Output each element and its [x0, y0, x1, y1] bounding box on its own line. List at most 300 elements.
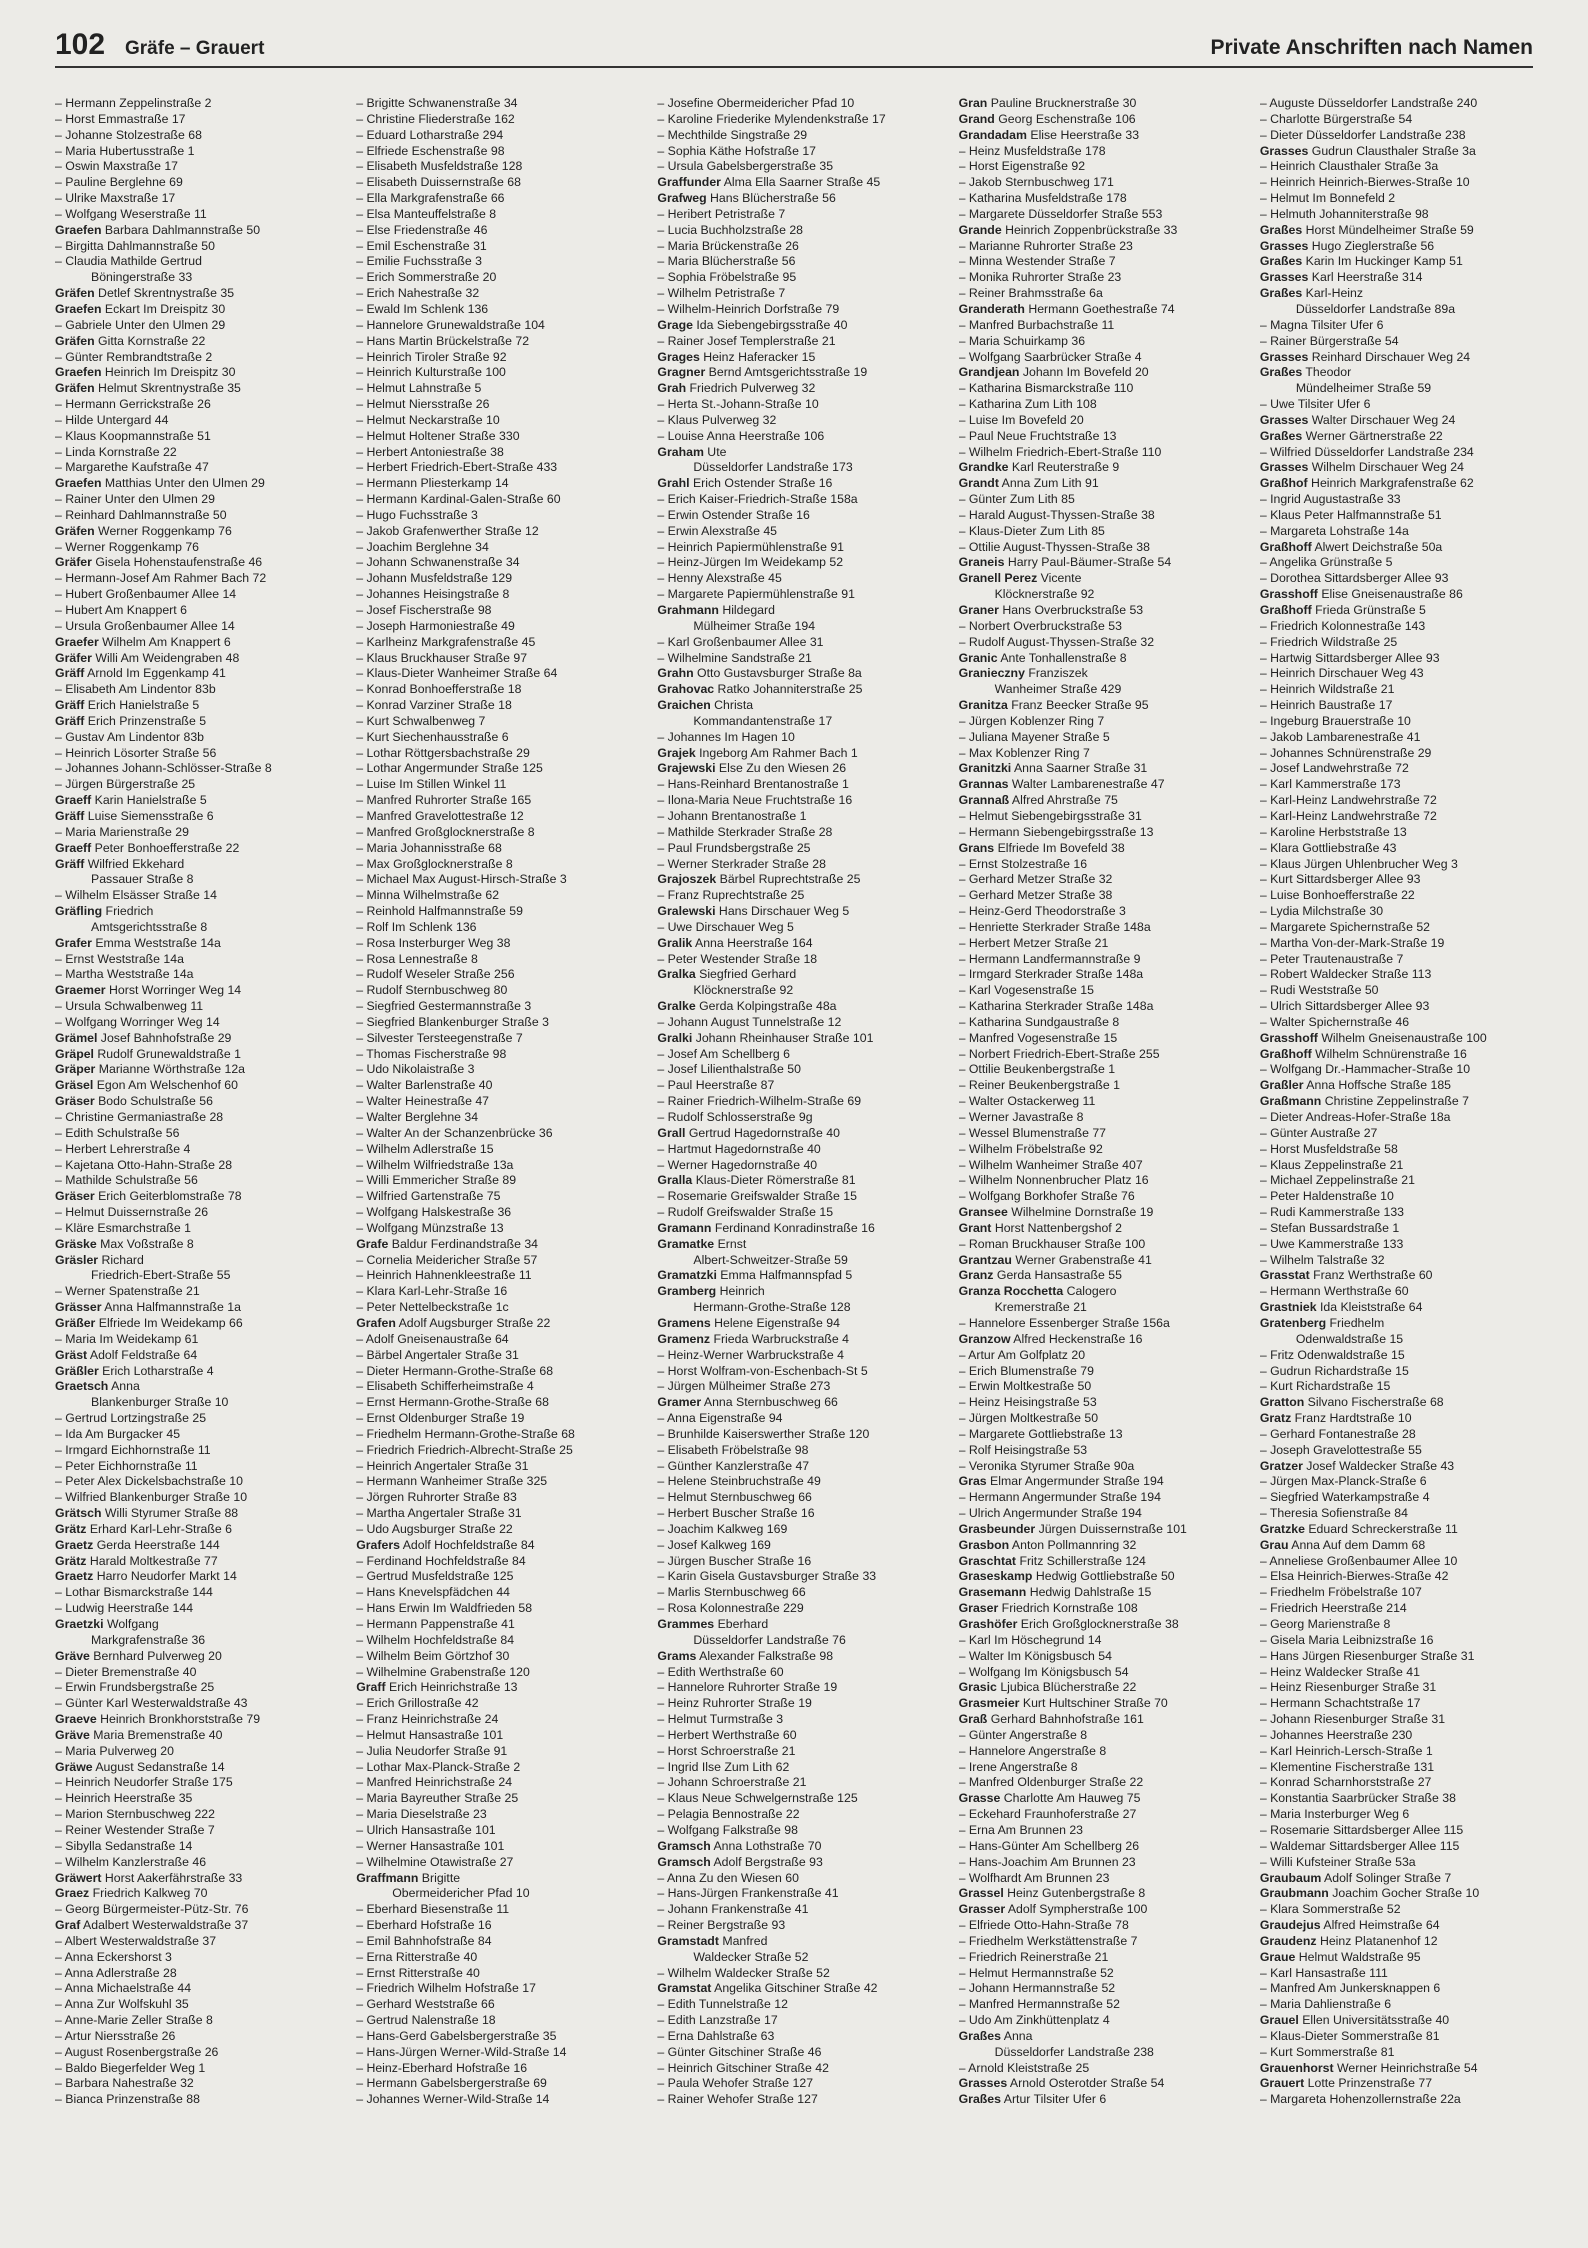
entry-text: – Brigitte Schwanenstraße 34: [356, 96, 518, 110]
directory-entry: [356, 999, 641, 1015]
entry-text: Arnold Im Eggenkamp 41: [84, 666, 226, 681]
entry-text: – Helene Steinbruchstraße 49: [657, 1474, 821, 1489]
entry-text: – Reiner Brahmsstraße 6a: [958, 286, 1103, 301]
directory-entry: [1260, 1807, 1545, 1823]
directory-entry: [356, 666, 641, 682]
entry-text: – Günter Angerstraße 8: [958, 1727, 1088, 1742]
directory-entry: [959, 1078, 1244, 1094]
entry-text: – Heinz Riesenburger Straße 31: [1259, 1680, 1437, 1695]
directory-entry: [959, 841, 1244, 857]
entry-text: – Lothar Röttgersbachstraße 29: [356, 745, 530, 760]
directory-entry: [356, 1316, 641, 1332]
directory-entry: [959, 730, 1244, 746]
directory-entry: [1260, 1205, 1545, 1221]
entry-text: – Irmgard Sterkrader Straße 148a: [958, 967, 1144, 982]
surname: Grasbeunder: [958, 1521, 1036, 1536]
entry-text: Emma Weststraße 14a: [91, 935, 221, 950]
directory-entry: [657, 983, 942, 999]
page-header: [55, 26, 1533, 68]
directory-entry: [356, 1696, 641, 1712]
entry-text: – Anna Eigenstraße 94: [657, 1411, 783, 1426]
entry-text: – Wolfhardt Am Brunnen 23: [958, 1870, 1110, 1885]
entry-text: Alexander Falkstraße 98: [696, 1648, 834, 1663]
entry-text: Walter Lambarenestraße 47: [1008, 777, 1165, 792]
directory-entry: [1260, 1601, 1545, 1617]
entry-text: – Johanne Stolzestraße 68: [55, 127, 202, 142]
surname: Gräser: [55, 1094, 95, 1109]
entry-text: Vicente: [1037, 571, 1082, 586]
entry-text: – Peter Alex Dickelsbachstraße 10: [55, 1474, 243, 1489]
directory-entry: [356, 175, 641, 191]
surname: Gratz: [1259, 1411, 1292, 1426]
directory-entry: [959, 1760, 1244, 1776]
directory-entry: [1260, 144, 1545, 160]
entry-text: – Klaus-Dieter Wanheimer Straße 64: [356, 666, 558, 681]
entry-text: – Hermann Gerrickstraße 26: [55, 397, 211, 412]
entry-text: – Anna Adlerstraße 28: [55, 1965, 177, 1980]
directory-entry: [657, 254, 942, 270]
entry-text: Matthias Unter den Ulmen 29: [101, 476, 265, 491]
entry-text: Waldecker Straße 52: [693, 1949, 809, 1964]
directory-entry: [959, 1110, 1244, 1126]
surname: Gräfen: [55, 286, 95, 301]
directory-entry: [55, 1981, 340, 1997]
directory-entry: [959, 1966, 1244, 1982]
directory-column-3: [657, 96, 942, 2226]
directory-entry: [55, 1015, 340, 1031]
directory-entry: [657, 1268, 942, 1284]
surname: Graudejus: [1259, 1918, 1321, 1933]
entry-text: – Eduard Lotharstraße 294: [356, 127, 504, 142]
entry-text: – Reiner Westender Straße 7: [55, 1822, 215, 1837]
surname: Gralke: [657, 999, 696, 1014]
directory-entry: [1260, 1427, 1545, 1443]
entry-text: – Heinrich Heerstraße 35: [55, 1791, 193, 1806]
entry-text: Heinrich: [716, 1284, 765, 1299]
entry-text: Calogero: [1063, 1284, 1117, 1299]
entry-text: – Wolfgang Halskestraße 36: [356, 1205, 512, 1220]
surname: Grätsch: [55, 1506, 102, 1521]
entry-text: Peter Bonhoefferstraße 22: [91, 840, 240, 855]
directory-entry: [657, 191, 942, 207]
directory-entry: [55, 1855, 340, 1871]
entry-text: – Friedrich Heerstraße 214: [1259, 1601, 1407, 1616]
entry-text: – Manfred Heinrichstraße 24: [356, 1775, 513, 1790]
surname: Graseskamp: [958, 1569, 1033, 1584]
entry-text: – Heinz-Jürgen Im Weidekamp 52: [657, 555, 844, 570]
entry-text: Elise Gneisenaustraße 86: [1317, 587, 1463, 602]
surname: Gramer: [657, 1395, 702, 1410]
surname: Gralik: [657, 935, 693, 950]
entry-text: – Wilhelm Kanzlerstraße 46: [55, 1854, 207, 1869]
entry-text: – Anne-Marie Zeller Straße 8: [55, 2013, 213, 2028]
surname: Graßes: [958, 2092, 1001, 2107]
entry-text: Klaus-Dieter Römerstraße 81: [692, 1173, 856, 1188]
directory-entry: [1260, 1158, 1545, 1174]
directory-entry: [959, 1569, 1244, 1585]
directory-entry: [55, 350, 340, 366]
directory-entry: [356, 413, 641, 429]
directory-entry: [55, 1902, 340, 1918]
surname: Grammes: [657, 1617, 715, 1631]
entry-text: – Rudi Kammerstraße 133: [1259, 1205, 1405, 1220]
directory-entry: [356, 1712, 641, 1728]
entry-text: – Christine Germaniastraße 28: [55, 1110, 224, 1124]
entry-text: – Gerhard Metzer Straße 32: [958, 872, 1113, 887]
directory-entry: [959, 1253, 1244, 1269]
directory-entry: [959, 1395, 1244, 1411]
directory-entry: [1260, 1221, 1545, 1237]
directory-entry: [959, 144, 1244, 160]
entry-text: – Gudrun Richardstraße 15: [1259, 1363, 1409, 1378]
entry-text: – Wilhelm Adlerstraße 15: [356, 1141, 494, 1156]
entry-text: – Friedrich Reinerstraße 21: [958, 1949, 1109, 1964]
directory-entry: [1260, 841, 1545, 857]
directory-entry: [55, 793, 340, 809]
directory-entry: [657, 350, 942, 366]
entry-text: Gudrun Clausthaler Straße 3a: [1308, 143, 1476, 158]
directory-entry: [356, 555, 641, 571]
entry-text: – Joachim Kalkweg 169: [657, 1521, 788, 1536]
directory-entry: [55, 207, 340, 223]
entry-text: Arnold Osterotder Straße 54: [1007, 2076, 1165, 2091]
entry-text: – Bärbel Angertaler Straße 31: [356, 1347, 519, 1362]
entry-text: Friedrich-Ebert-Straße 55: [91, 1268, 231, 1283]
entry-text: Kommandantenstraße 17: [693, 713, 833, 728]
entry-text: – Maria Dieselstraße 23: [356, 1807, 487, 1822]
entry-text: – Karl Heinrich-Lersch-Straße 1: [1259, 1743, 1433, 1758]
directory-entry: [1260, 682, 1545, 698]
entry-text: – Birgitta Dahlmannstraße 50: [55, 238, 215, 253]
directory-entry: [55, 540, 340, 556]
directory-entry: [55, 1617, 340, 1633]
entry-text: – Harald August-Thyssen-Straße 38: [958, 507, 1155, 522]
directory-entry: [959, 999, 1244, 1015]
entry-text: Maria Bremenstraße 40: [89, 1727, 223, 1742]
directory-entry: [55, 524, 340, 540]
entry-text: Odenwaldstraße 15: [1295, 1331, 1404, 1346]
entry-text: – Paul Frundsbergstraße 25: [657, 840, 811, 855]
directory-entry: [356, 809, 641, 825]
surname: Graez: [55, 1886, 90, 1901]
directory-entry: [657, 1744, 942, 1760]
entry-text: – Heinrich Dirschauer Weg 43: [1259, 666, 1424, 681]
directory-entry: [1260, 1173, 1545, 1189]
entry-text: – Mathilde Sterkrader Straße 28: [657, 824, 833, 839]
entry-text: – Walter Heinestraße 47: [356, 1094, 490, 1109]
entry-text: Silvano Fischerstraße 68: [1304, 1395, 1444, 1410]
entry-text: Heinz Haferacker 15: [699, 349, 816, 364]
directory-entry: [1260, 2076, 1545, 2092]
directory-entry: [55, 619, 340, 635]
directory-entry: [1260, 1538, 1545, 1554]
entry-text: Harald Moltkestraße 77: [86, 1553, 218, 1568]
directory-entry: [356, 397, 641, 413]
entry-text: Willi Am Weidengraben 48: [91, 650, 240, 665]
entry-text: – Hermann Werthstraße 60: [1259, 1284, 1409, 1299]
entry-text: Anna Lothstraße 70: [710, 1838, 822, 1853]
entry-text: – Josef Landwehrstraße 72: [1259, 761, 1409, 776]
entry-text: – Wessel Blumenstraße 77: [958, 1125, 1107, 1140]
entry-text: Wolfgang: [103, 1617, 159, 1631]
directory-entry: [657, 1918, 942, 1934]
directory-entry: [959, 1221, 1244, 1237]
entry-text: Hildegard: [718, 603, 775, 617]
directory-entry: [356, 1791, 641, 1807]
directory-entry: [356, 191, 641, 207]
directory-entry: [1260, 698, 1545, 714]
entry-text: Elfriede Im Bovefeld 38: [994, 840, 1125, 855]
directory-entry: [356, 746, 641, 762]
directory-entry: [356, 286, 641, 302]
directory-entry: [657, 746, 942, 762]
directory-entry: [55, 698, 340, 714]
directory-entry: [356, 714, 641, 730]
surname: Grajewski: [657, 761, 716, 776]
entry-text: Erich Prinzenstraße 5: [84, 713, 207, 728]
entry-text: – Gertrud Musfeldstraße 125: [356, 1569, 514, 1584]
directory-entry: [657, 619, 942, 635]
entry-text: Bärbel Ruprechtstraße 25: [716, 872, 861, 887]
directory-entry: [356, 872, 641, 888]
entry-text: Alwert Deichstraße 50a: [1311, 539, 1443, 554]
directory-entry: [959, 460, 1244, 476]
entry-text: Harro Neudorfer Markt 14: [93, 1569, 237, 1584]
directory-entry: [657, 413, 942, 429]
directory-entry: [55, 555, 340, 571]
entry-text: Ante Tonhallenstraße 8: [997, 650, 1127, 665]
directory-entry: [657, 144, 942, 160]
entry-text: – Johannes Heisingstraße 8: [356, 587, 510, 602]
directory-entry: [657, 1633, 942, 1649]
entry-text: – Ingeburg Brauerstraße 10: [1259, 713, 1411, 728]
directory-entry: [959, 1031, 1244, 1047]
entry-text: – Hannelore Ruhrorter Straße 19: [657, 1680, 838, 1695]
surname: Gralla: [657, 1173, 693, 1188]
directory-entry: [1260, 635, 1545, 651]
directory-entry: [1260, 1665, 1545, 1681]
entry-text: Ida Siebengebirgsstraße 40: [692, 317, 848, 332]
entry-text: – Maria Blücherstraße 56: [657, 254, 796, 269]
surname: Grasic: [958, 1680, 997, 1695]
directory-entry: [959, 365, 1244, 381]
directory-entry: [959, 508, 1244, 524]
entry-text: – Heribert Petristraße 7: [657, 206, 786, 221]
entry-text: – Katharina Musfeldstraße 178: [958, 191, 1127, 206]
directory-entry: [55, 920, 340, 936]
directory-entry: [959, 619, 1244, 635]
directory-entry: [55, 1966, 340, 1982]
directory-entry: [959, 1427, 1244, 1443]
entry-text: – Hans-Reinhard Brentanostraße 1: [657, 777, 849, 792]
directory-entry: [55, 651, 340, 667]
surname: Granitza: [958, 698, 1008, 713]
directory-entry: [356, 112, 641, 128]
directory-entry: [657, 1379, 942, 1395]
surname: Graetsch: [55, 1379, 109, 1394]
directory-entry: [1260, 1855, 1545, 1871]
surname: Granell Perez: [958, 571, 1038, 586]
entry-text: – Udo Augsburger Straße 22: [356, 1521, 513, 1536]
surname: Gralka: [657, 967, 696, 982]
entry-text: – Peter Trautenaustraße 7: [1259, 951, 1404, 966]
entry-text: – Rosemarie Greifswalder Straße 15: [657, 1189, 857, 1204]
entry-text: Mündelheimer Straße 59: [1295, 381, 1432, 396]
entry-text: – Jakob Sternbuschweg 171: [958, 175, 1114, 190]
surname: Grasses: [1259, 143, 1309, 158]
surname: Gräve: [55, 1648, 90, 1663]
directory-entry: [657, 2092, 942, 2108]
entry-text: Eduard Schreckerstraße 11: [1304, 1521, 1458, 1536]
surname: Gräfen: [55, 381, 95, 396]
entry-text: – Hermann Landfermannstraße 9: [958, 951, 1141, 966]
surname: Graffmann: [356, 1870, 419, 1885]
directory-entry: [959, 1839, 1244, 1855]
entry-text: Heinz Gutenbergstraße 8: [1003, 1886, 1146, 1901]
directory-column-4: [959, 96, 1244, 2226]
entry-text: Horst Nattenbergshof 2: [991, 1220, 1122, 1235]
surname: Grafweg: [657, 191, 707, 206]
entry-text: Gitta Kornstraße 22: [94, 333, 206, 348]
surname: Graubaum: [1259, 1870, 1322, 1885]
directory-entry: [657, 1585, 942, 1601]
directory-column-2: [356, 96, 641, 2226]
entry-text: – Sibylla Sedanstraße 14: [55, 1838, 193, 1853]
directory-entry: [1260, 746, 1545, 762]
directory-entry: [959, 413, 1244, 429]
surname: Graßes: [1259, 286, 1303, 301]
entry-text: – Ludwig Heerstraße 144: [55, 1601, 194, 1616]
directory-entry: [959, 1142, 1244, 1158]
directory-entry: [356, 698, 641, 714]
directory-entry: [657, 2029, 942, 2045]
entry-text: – Friedhelm Fröbelstraße 107: [1259, 1585, 1422, 1600]
directory-entry: [1260, 1649, 1545, 1665]
entry-text: Ingeborg Am Rahmer Bach 1: [695, 745, 858, 760]
directory-entry: [959, 1585, 1244, 1601]
directory-entry: [1260, 1189, 1545, 1205]
directory-entry: [1260, 159, 1545, 175]
directory-entry: [959, 1554, 1244, 1570]
entry-text: – Johannes Werner-Wild-Straße 14: [356, 2092, 550, 2107]
directory-entry: [356, 1300, 641, 1316]
surname: Gras: [958, 1474, 987, 1489]
entry-text: Anna Heerstraße 164: [692, 935, 813, 950]
surname: Graßes: [1259, 222, 1303, 237]
directory-entry: [657, 952, 942, 968]
entry-text: – Norbert Overbruckstraße 53: [958, 618, 1122, 633]
entry-text: – Heinrich Angertaler Straße 31: [356, 1458, 529, 1473]
entry-text: – Klaus Neue Schwelgernstraße 125: [657, 1791, 858, 1806]
entry-text: – Wilhelm Hochfeldstraße 84: [356, 1632, 515, 1647]
entry-text: – Elisabeth Duissernstraße 68: [356, 175, 521, 190]
entry-text: – Karoline Friederike Mylendenkstraße 17: [657, 111, 886, 126]
entry-text: Karl Reuterstraße 9: [1008, 460, 1120, 475]
directory-entry: [959, 1775, 1244, 1791]
directory-entry: [959, 1189, 1244, 1205]
surname: Graue: [1259, 1949, 1296, 1964]
directory-entry: [55, 1110, 340, 1126]
directory-entry: [657, 207, 942, 223]
directory-entry: [55, 1379, 340, 1395]
directory-entry: [657, 571, 942, 587]
entry-text: Georg Eschenstraße 106: [994, 111, 1136, 126]
directory-entry: [55, 159, 340, 175]
entry-text: – Heinrich Wildstraße 21: [1259, 682, 1395, 697]
directory-entry: [1260, 128, 1545, 144]
directory-entry: [55, 1886, 340, 1902]
directory-entry: [959, 651, 1244, 667]
entry-text: Karl Heerstraße 314: [1308, 270, 1423, 285]
entry-text: – Friedrich Wilhelm Hofstraße 17: [356, 1981, 536, 1996]
entry-text: – Wilhelm Wanheimer Straße 407: [958, 1157, 1143, 1172]
entry-text: – Irmgard Eichhornstraße 11: [55, 1442, 211, 1457]
entry-text: – Gustav Am Lindentor 83b: [55, 729, 205, 744]
surname: Grans: [958, 840, 995, 855]
entry-text: – Robert Waldecker Straße 113: [1259, 967, 1432, 982]
directory-entry: [1260, 540, 1545, 556]
directory-entry: [657, 1094, 942, 1110]
directory-entry: [657, 1855, 942, 1871]
directory-entry: [657, 999, 942, 1015]
entry-text: Helene Eigenstraße 94: [710, 1315, 840, 1330]
entry-text: – Herbert Friedrich-Ebert-Straße 433: [356, 460, 558, 475]
entry-text: – Wilfried Blankenburger Straße 10: [55, 1490, 248, 1505]
entry-text: Heinrich Markgrafenstraße 62: [1307, 476, 1474, 491]
entry-text: – Lothar Max-Planck-Straße 2: [356, 1759, 521, 1774]
directory-entry: [356, 1823, 641, 1839]
directory-entry: [1260, 1569, 1545, 1585]
directory-entry: [657, 112, 942, 128]
directory-entry: [1260, 476, 1545, 492]
directory-entry: [1260, 175, 1545, 191]
directory-entry: [959, 777, 1244, 793]
entry-text: Düsseldorfer Landstraße 89a: [1295, 301, 1456, 316]
entry-text: – Michael Zeppelinstraße 21: [1259, 1173, 1415, 1188]
surname: Gräwe: [55, 1759, 93, 1774]
directory-entry: [657, 1427, 942, 1443]
surname: Gräser: [55, 1189, 95, 1204]
surname: Grätz: [55, 1521, 87, 1536]
directory-entry: [55, 1459, 340, 1475]
surname: Grafe: [356, 1236, 389, 1251]
entry-text: – Rosa Kolonnestraße 229: [657, 1601, 804, 1616]
entry-text: – Edith Lanzstraße 17: [657, 2013, 778, 2028]
entry-text: – Ewald Im Schlenk 136: [356, 301, 489, 316]
directory-entry: [356, 1490, 641, 1506]
directory-entry: [959, 1158, 1244, 1174]
surname: Grasstat: [1259, 1268, 1310, 1283]
entry-text: – Eberhard Biesenstraße 11: [356, 1902, 510, 1917]
entry-text: – Jakob Grafenwerther Straße 12: [356, 523, 539, 538]
directory-entry: [1260, 365, 1545, 381]
directory-entry: [657, 1712, 942, 1728]
entry-text: Hermann Goethestraße 74: [1024, 301, 1175, 316]
entry-text: – Werner Hansastraße 101: [356, 1838, 505, 1853]
directory-entry: [55, 112, 340, 128]
directory-entry: [959, 1047, 1244, 1063]
entry-text: – Margareta Lohstraße 14a: [1259, 523, 1409, 538]
directory-entry: [1260, 334, 1545, 350]
directory-entry: [1260, 571, 1545, 587]
directory-entry: [356, 967, 641, 983]
directory-entry: [657, 397, 942, 413]
directory-entry: [959, 445, 1244, 461]
directory-entry: [959, 1015, 1244, 1031]
directory-entry: [1260, 286, 1545, 302]
directory-entry: [959, 1823, 1244, 1839]
directory-entry: [657, 445, 942, 461]
